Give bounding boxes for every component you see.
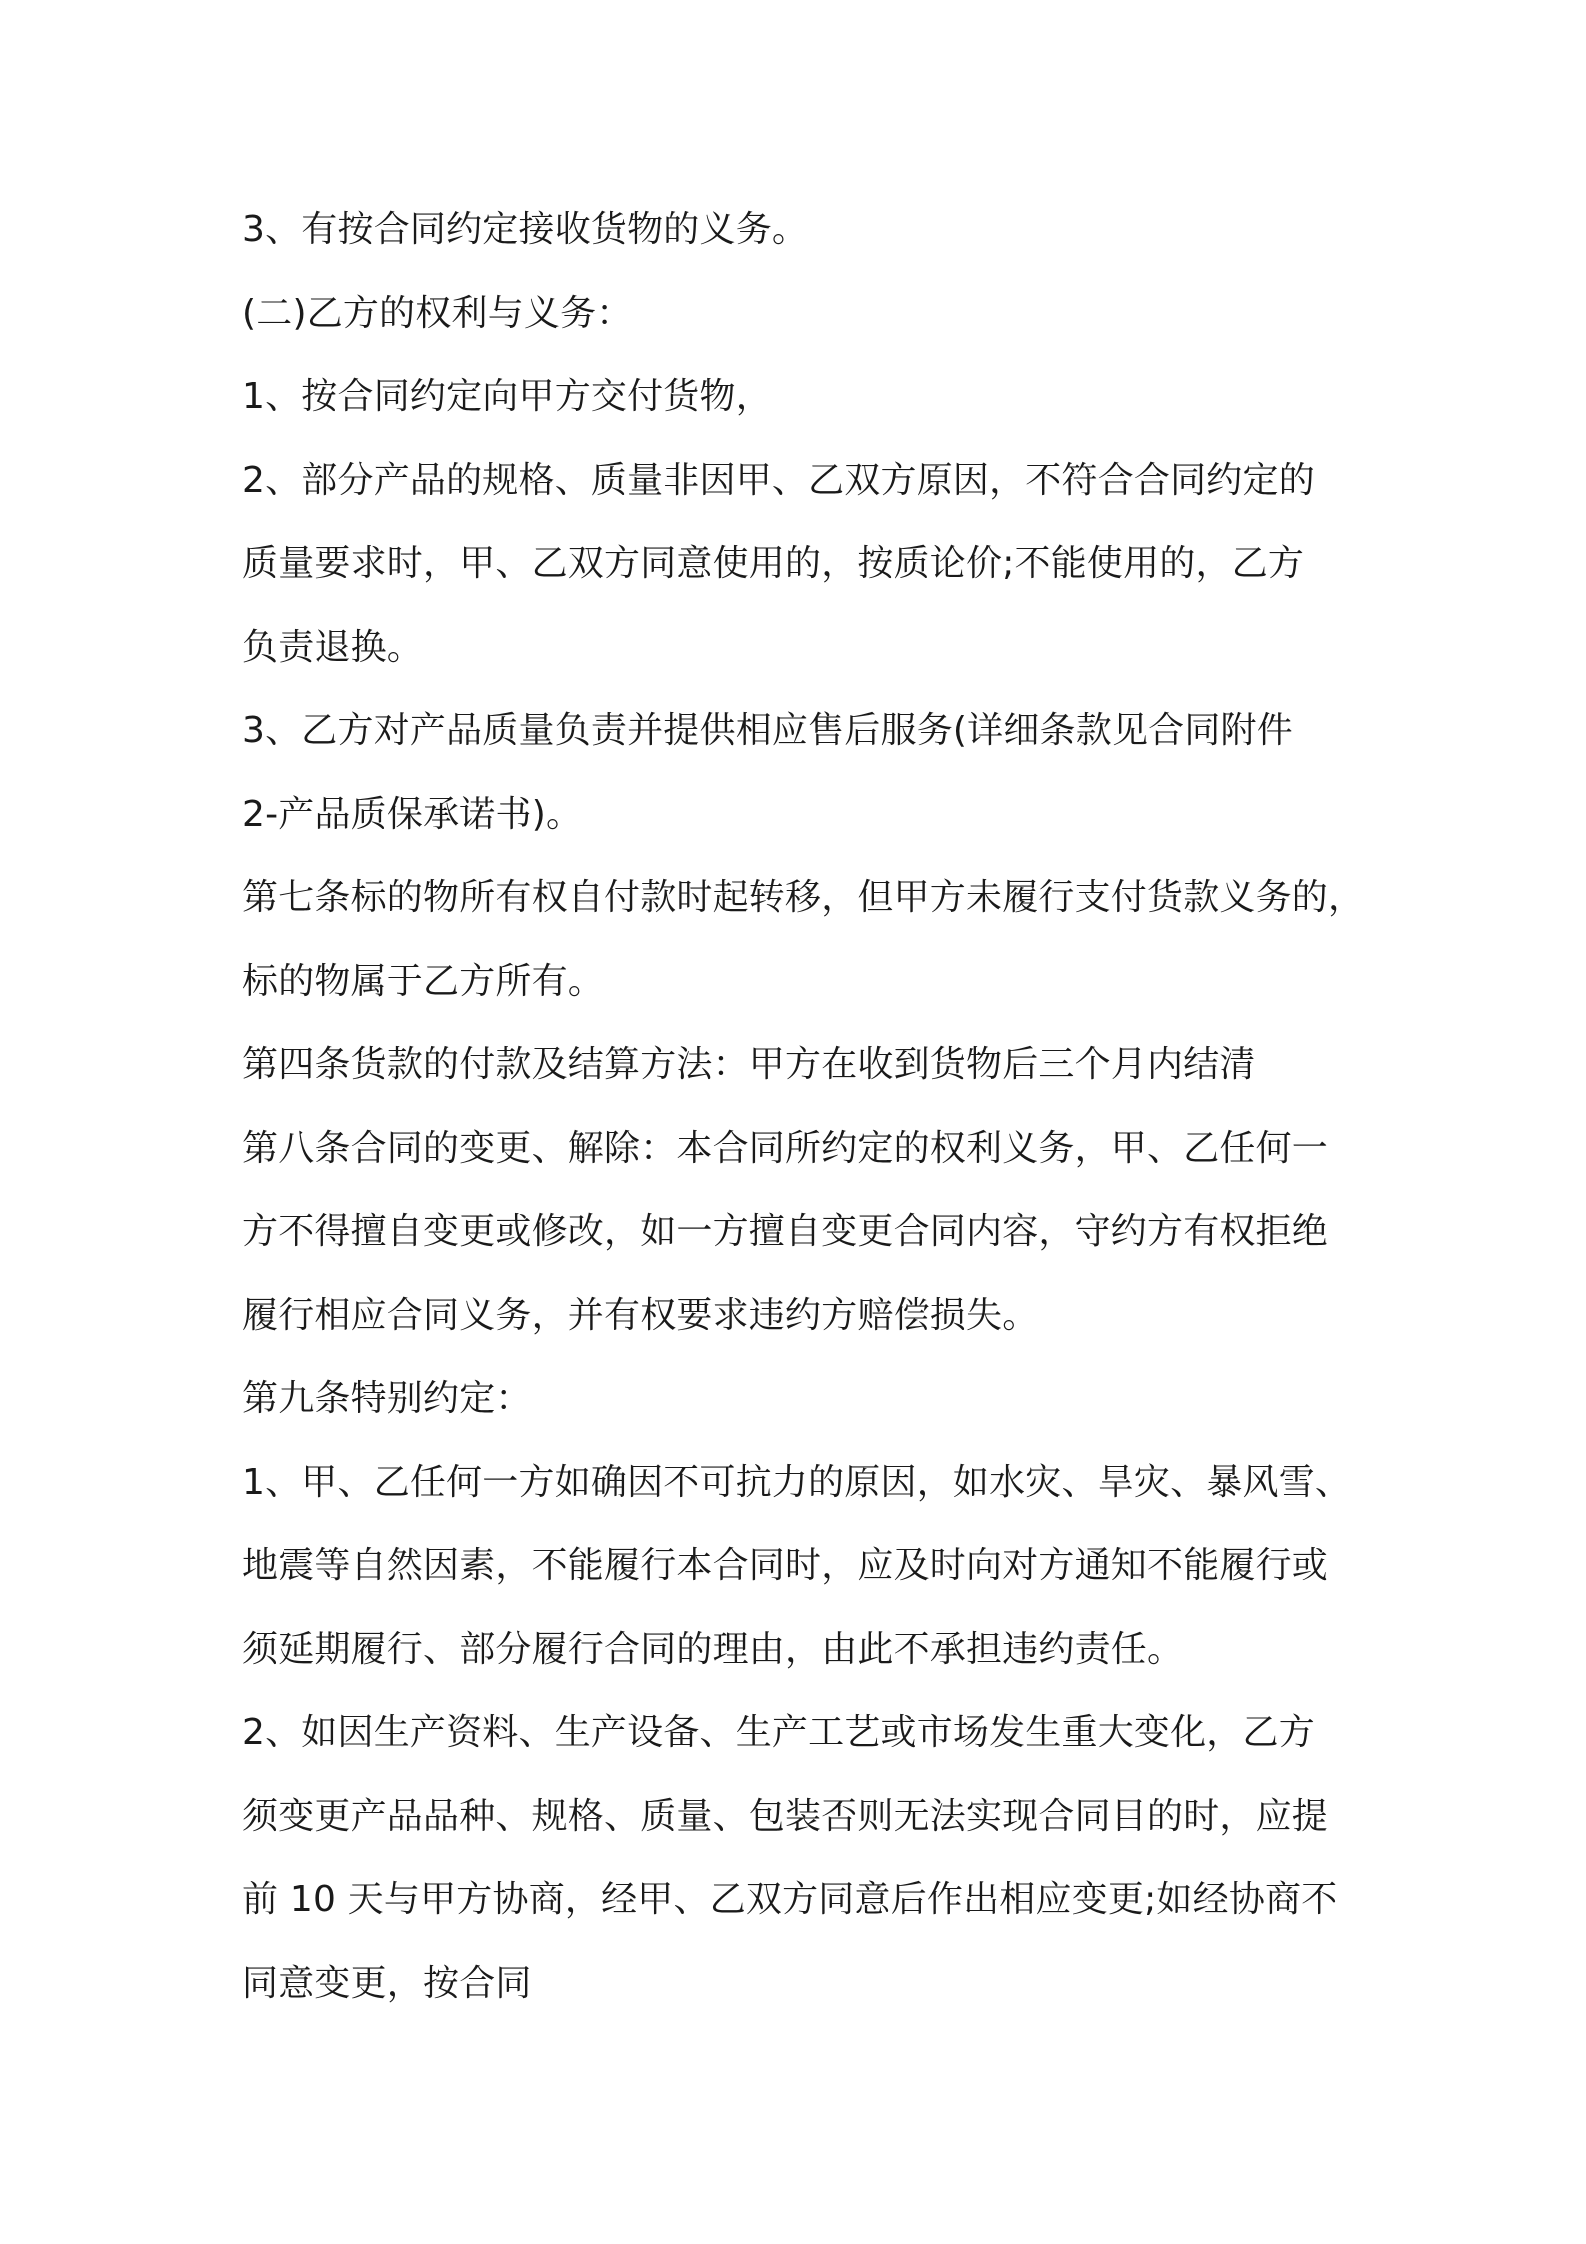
text-line: 方不得擅自变更或修改，如一方擅自变更合同内容，守约方有权拒绝 [242,1211,1329,1252]
text-line: 前 10 天与甲方协商，经甲、乙双方同意后作出相应变更;如经协商不 [242,1879,1338,1920]
text-line: 第九条特别约定： [242,1378,532,1419]
text-line: 第四条货款的付款及结算方法：甲方在收到货物后三个月内结清 [242,1044,1256,1085]
contract-body-text [242,200,1382,2037]
text-line: 标的物属于乙方所有。 [242,960,605,1002]
text-line: 地震等自然因素，不能履行本合同时，应及时向对方通知不能履行或 [242,1545,1329,1586]
text-line: 3、有按合同约定接收货物的义务。 [242,209,809,250]
text-line: 同意变更，按合同 [242,1962,532,2004]
text-line: 负责退换。 [242,626,424,668]
text-line: 须延期履行、部分履行合同的理由，由此不承担违约责任。 [242,1628,1184,1670]
text-line: 2-产品质保承诺书)。 [242,793,583,835]
text-line: 1、按合同约定向甲方交付货物， [242,376,772,417]
text-line: 须变更产品品种、规格、质量、包装否则无法实现合同目的时，应提 [242,1795,1329,1837]
text-line: 第七条标的物所有权自付款时起转移，但甲方未履行支付货款义务的， [242,877,1365,918]
text-line: 第八条合同的变更、解除：本合同所约定的权利义务，甲、乙任何一 [242,1127,1329,1169]
text-line: 履行相应合同义务，并有权要求违约方赔偿损失。 [242,1294,1039,1336]
text-line: (二)乙方的权利与义务： [242,292,633,334]
text-line: 2、如因生产资料、生产设备、生产工艺或市场发生重大变化，乙方 [242,1712,1315,1753]
text-line: 1、甲、乙任何一方如确因不可抗力的原因，如水灾、旱灾、暴风雪、 [242,1461,1352,1503]
text-line: 3、乙方对产品质量负责并提供相应售后服务(详细条款见合同附件 [242,710,1293,751]
text-line: 质量要求时，甲、乙双方同意使用的，按质论价;不能使用的，乙方 [242,543,1305,584]
text-line: 2、部分产品的规格、质量非因甲、乙双方原因，不符合合同约定的 [242,459,1315,501]
